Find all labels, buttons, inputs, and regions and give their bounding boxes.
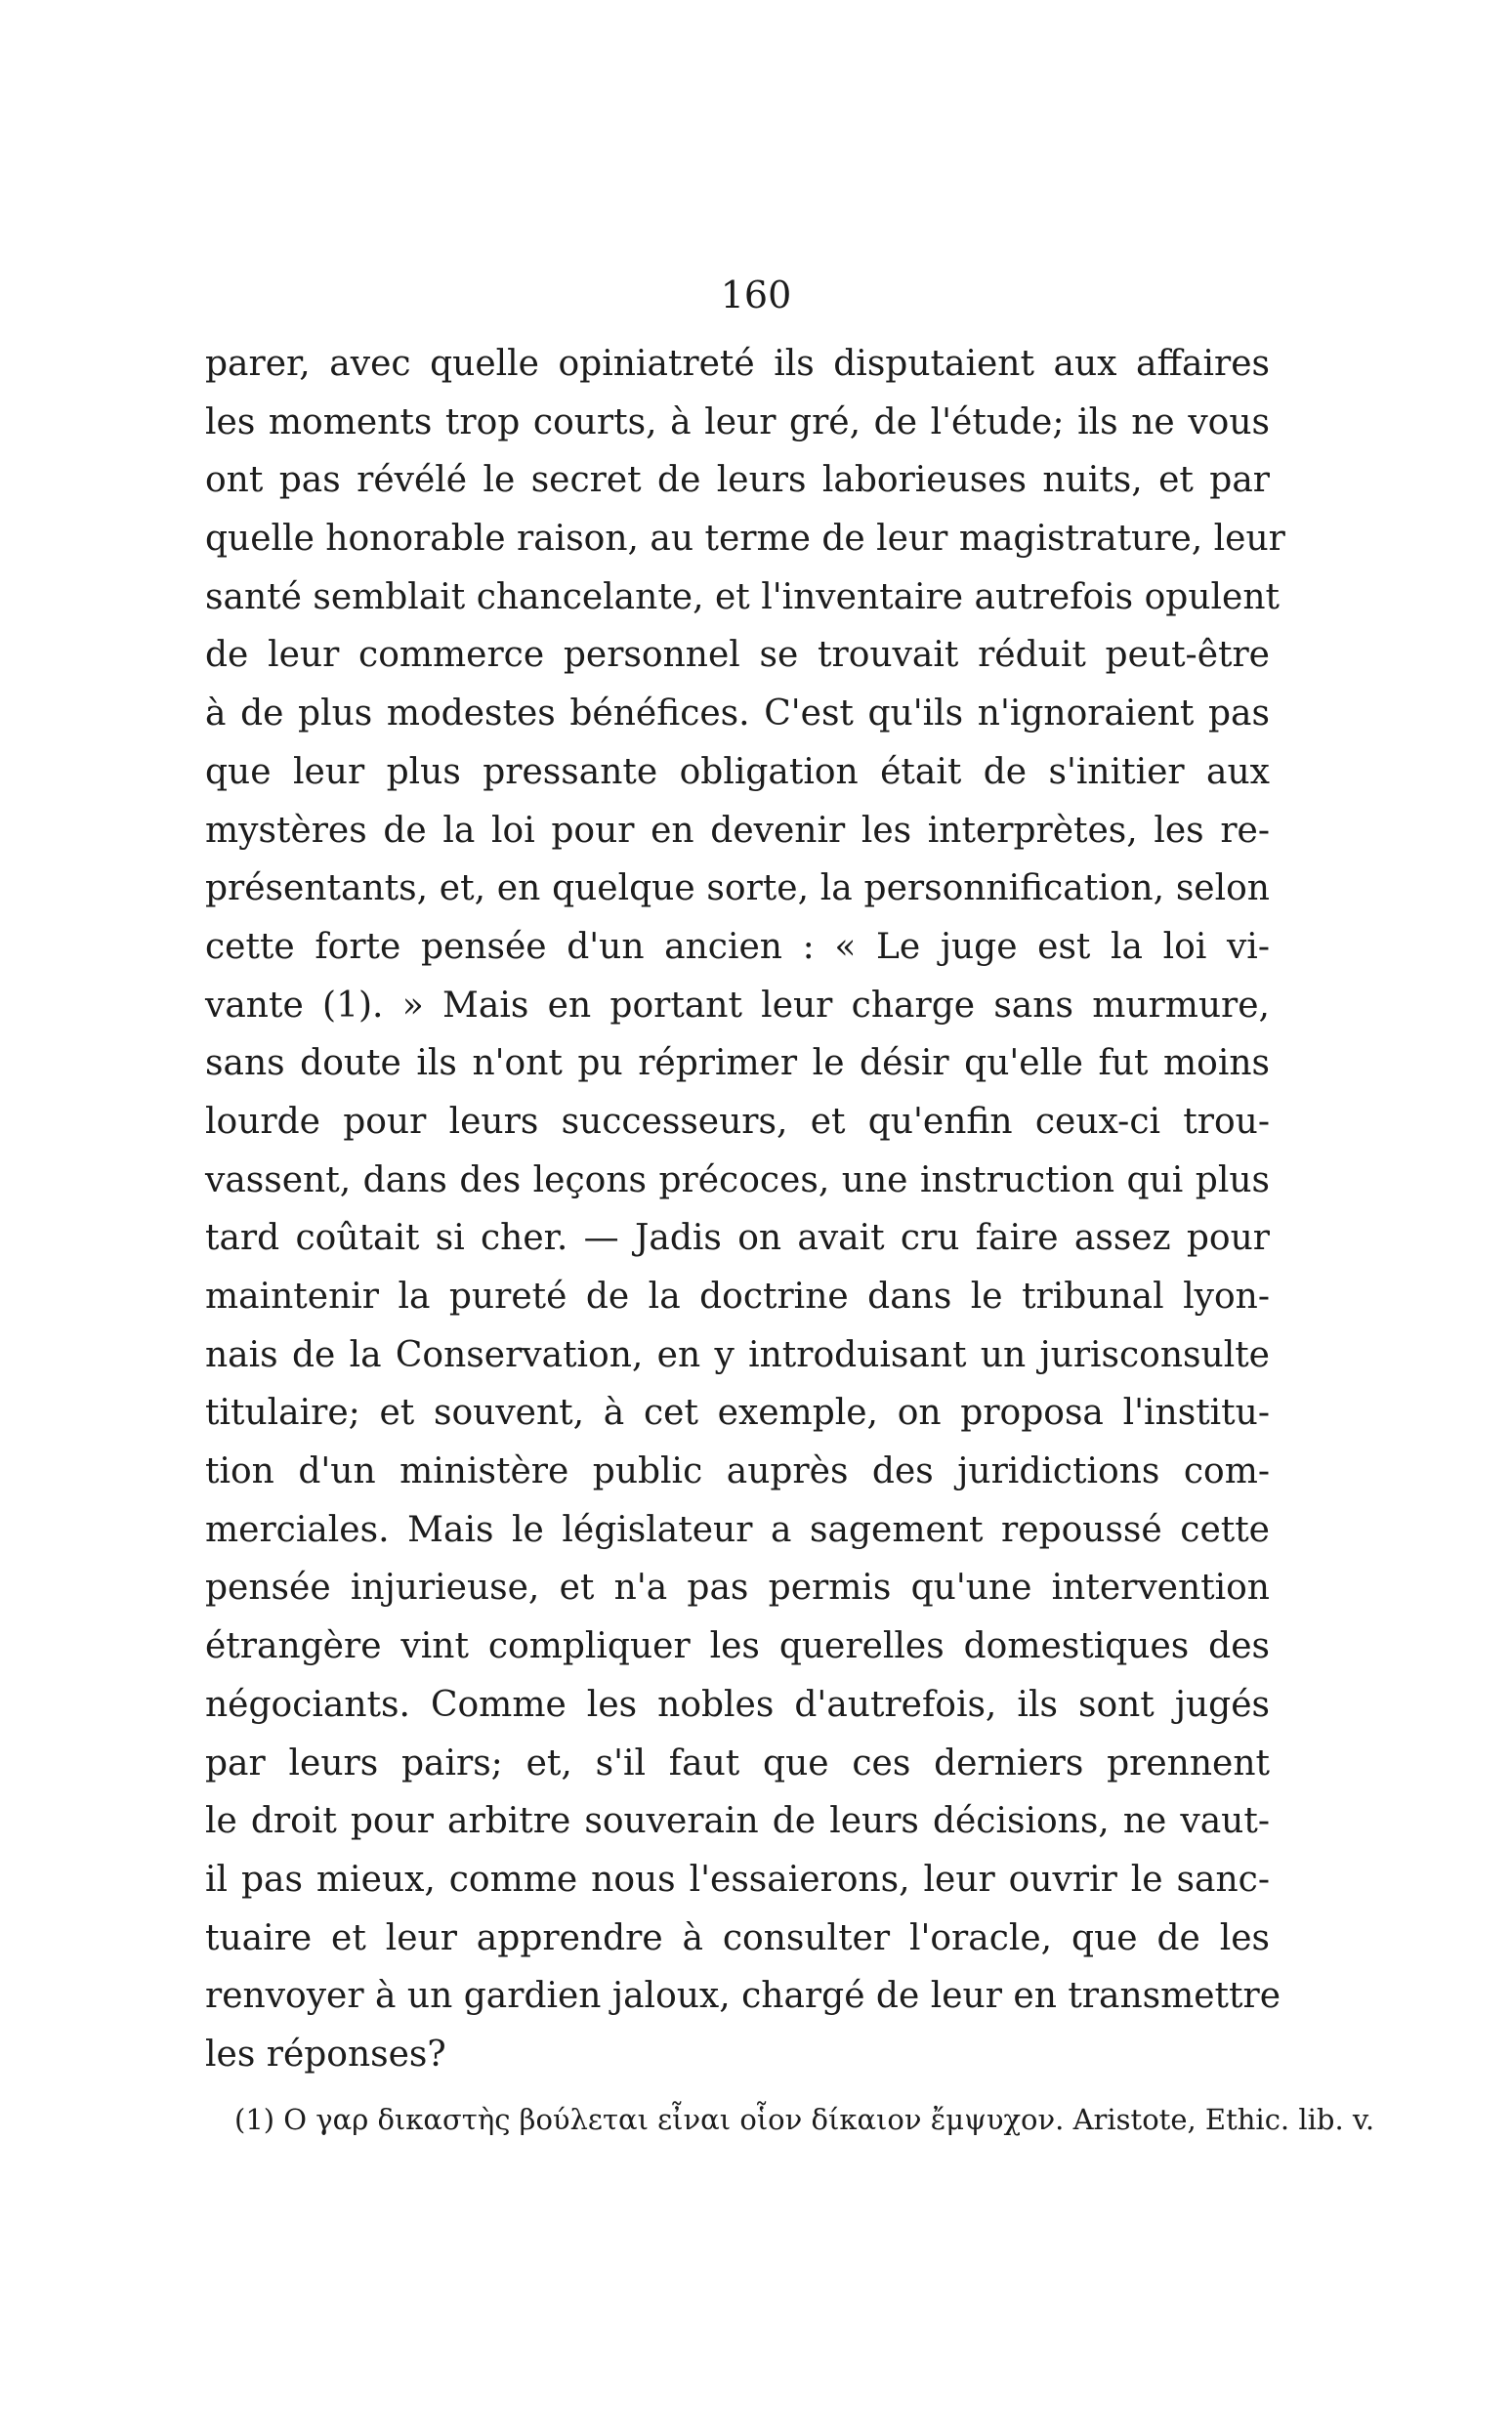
text-line: nais de la Conservation, en y introduisant un jurisconsulte: [205, 1334, 1270, 1375]
text-line: à de plus modestes bénéfices. C'est qu'ils n'ignoraient pas: [205, 693, 1270, 734]
text-line: de leur commerce personnel se trouvait réduit peut-être: [205, 635, 1270, 676]
text-line: lourde pour leurs successeurs, et qu'enfin ceux-ci trou-: [205, 1101, 1270, 1142]
text-line: ont pas révélé le secret de leurs laborieuses nuits, et par: [205, 460, 1270, 501]
text-line: titulaire; et souvent, à cet exemple, on proposa l'institu-: [205, 1393, 1270, 1434]
text-line: maintenir la pureté de la doctrine dans le tribunal lyon-: [205, 1277, 1270, 1317]
text-line: parer, avec quelle opiniatreté ils disputaient aux affaires: [205, 344, 1270, 384]
text-line: les réponses?: [205, 2034, 446, 2075]
text-line: vassent, dans des leçons précoces, une instruction qui plus: [205, 1159, 1270, 1200]
text-line: vante (1). » Mais en portant leur charge sans murmure,: [205, 985, 1270, 1026]
text-line: sans doute ils n'ont pu réprimer le désir qu'elle fut moins: [205, 1043, 1270, 1084]
footnote: (1) Ο γαρ δικαστὴς βούλεται εἶναι οἷον δίκαιον ἔμψυχον. Aristote, Ethic. lib. v.: [234, 2103, 1375, 2136]
body-text: [205, 335, 1285, 2084]
text-line: quelle honorable raison, au terme de leur magistrature, leur: [205, 519, 1285, 560]
text-line: tuaire et leur apprendre à consulter l'oracle, que de les: [205, 1917, 1270, 1958]
text-line: les moments trop courts, à leur gré, de l'étude; ils ne vous: [205, 401, 1270, 442]
page-number: 160: [720, 273, 792, 316]
text-line: pensée injurieuse, et n'a pas permis qu'une intervention: [205, 1568, 1270, 1609]
text-line: par leurs pairs; et, s'il faut que ces derniers prennent: [205, 1742, 1270, 1784]
text-line: tion d'un ministère public auprès des juridictions com-: [205, 1451, 1270, 1492]
text-line: merciales. Mais le législateur a sagement repoussé cette: [205, 1509, 1270, 1550]
text-line: négociants. Comme les nobles d'autrefois, ils sont jugés: [205, 1684, 1270, 1725]
text-line: cette forte pensée d'un ancien : « Le juge est la loi vi-: [205, 926, 1270, 967]
text-line: tard coûtait si cher. — Jadis on avait cru faire assez pour: [205, 1218, 1270, 1259]
text-line: mystères de la loi pour en devenir les interprètes, les re-: [205, 810, 1270, 851]
text-line: renvoyer à un gardien jaloux, chargé de leur en transmettre: [205, 1976, 1281, 2017]
text-line: il pas mieux, comme nous l'essaierons, leur ouvrir le sanc-: [205, 1859, 1270, 1900]
text-line: étrangère vint compliquer les querelles domestiques des: [205, 1626, 1270, 1667]
text-line: présentants, et, en quelque sorte, la personnification, selon: [205, 868, 1270, 909]
text-line: le droit pour arbitre souverain de leurs décisions, ne vaut-: [205, 1801, 1270, 1842]
text-line: que leur plus pressante obligation était de s'initier aux: [205, 751, 1270, 792]
text-line: santé semblait chancelante, et l'inventaire autrefois opulent: [205, 576, 1280, 617]
